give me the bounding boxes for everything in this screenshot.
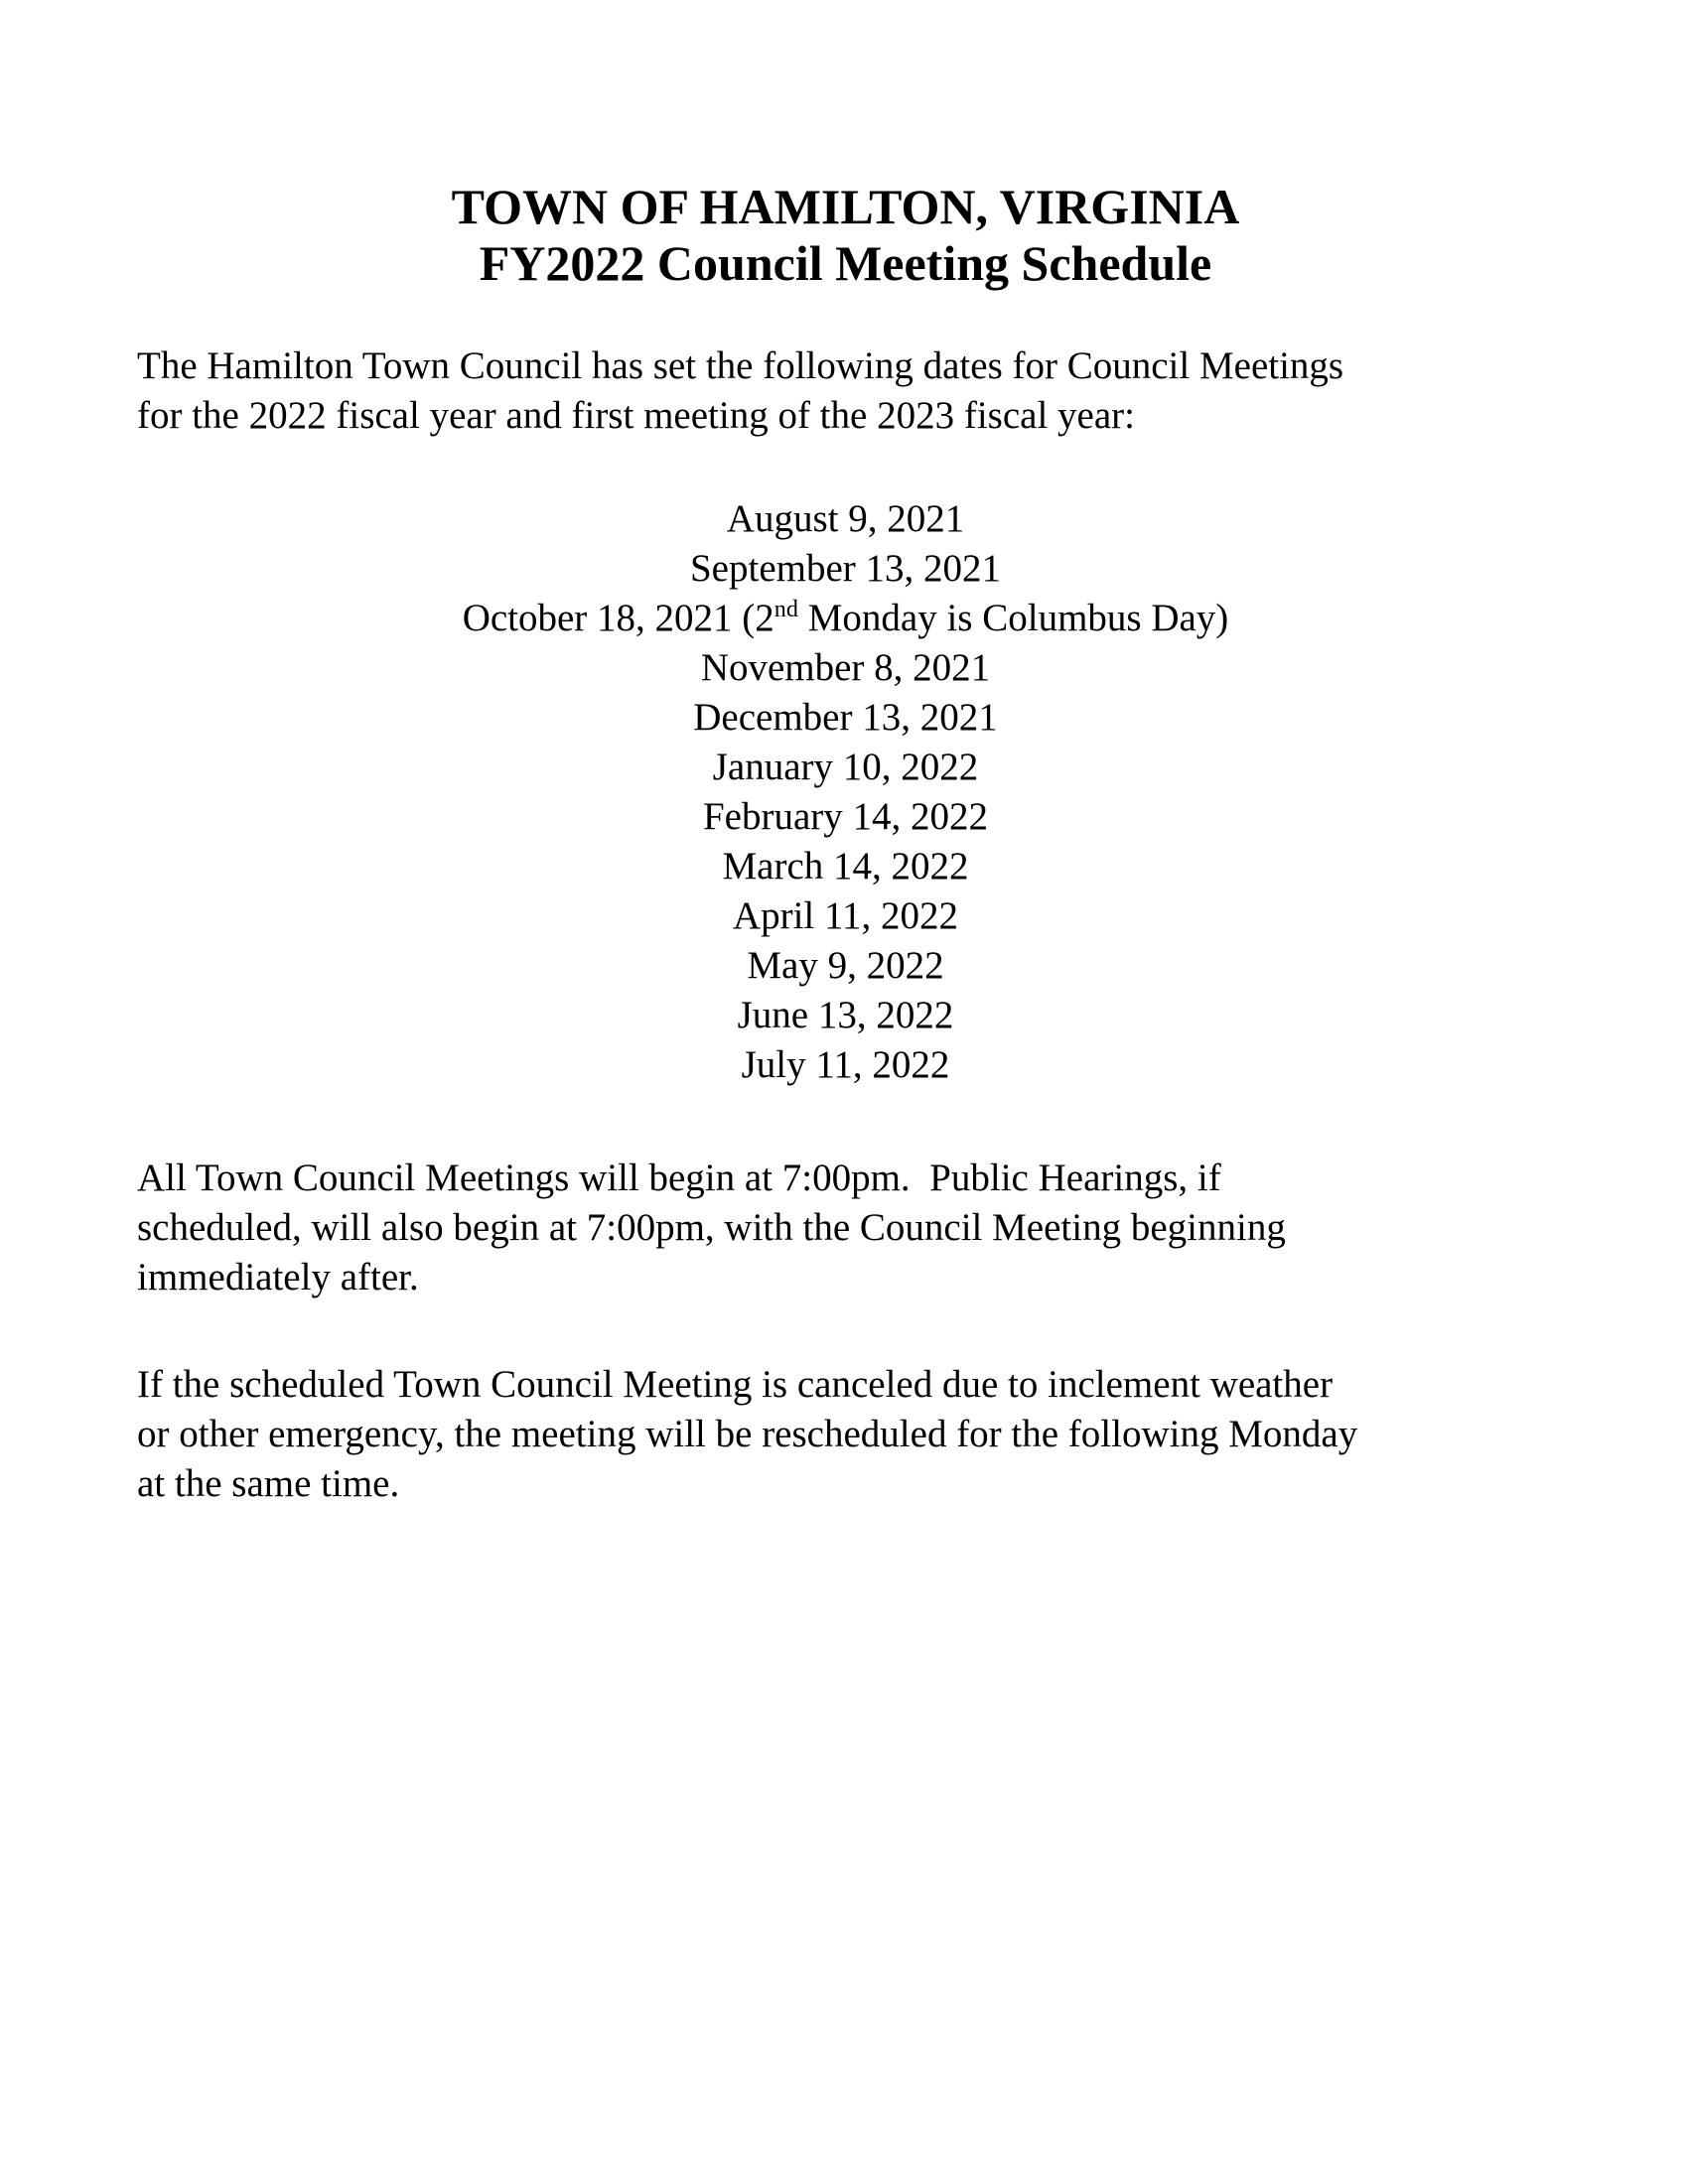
date-line: March 14, 2022	[722, 845, 969, 887]
times-line: immediately after.	[137, 1256, 419, 1298]
date-line: November 8, 2021	[700, 646, 991, 689]
meeting-dates-list	[137, 494, 1554, 1090]
date-line: January 10, 2022	[712, 746, 979, 788]
weather-line: If the scheduled Town Council Meeting is canceled due to inclement weather	[137, 1363, 1334, 1406]
date-line: December 13, 2021	[693, 696, 998, 739]
date-line: September 13, 2021	[689, 547, 1002, 590]
weather-line: or other emergency, the meeting will be rescheduled for the following Monday	[137, 1413, 1358, 1455]
meeting-times-paragraph	[137, 1154, 1554, 1302]
date-text-post: Monday is Columbus Day)	[797, 597, 1229, 639]
title-line-1: TOWN OF HAMILTON, VIRGINIA	[451, 179, 1240, 234]
times-line: All Town Council Meetings will begin at 7:00pm. Public Hearings, if	[137, 1157, 1221, 1199]
date-line-columbus-day	[137, 594, 1554, 643]
title-line-2: FY2022 Council Meeting Schedule	[479, 235, 1212, 291]
date-line: February 14, 2022	[702, 795, 989, 838]
date-line: April 11, 2022	[732, 894, 959, 937]
date-text-pre: October 18, 2021 (2	[462, 597, 774, 639]
intro-paragraph	[137, 341, 1554, 441]
inclement-weather-paragraph	[137, 1360, 1554, 1509]
weather-line: at the same time.	[137, 1462, 400, 1505]
intro-line: The Hamilton Town Council has set the following dates for Council Meetings	[137, 344, 1344, 387]
document-title	[137, 179, 1554, 292]
intro-line: for the 2022 fiscal year and first meeting of the 2023 fiscal year:	[137, 394, 1135, 437]
date-line: June 13, 2022	[737, 994, 954, 1036]
date-line: May 9, 2022	[747, 944, 944, 987]
times-line: scheduled, will also begin at 7:00pm, with the Council Meeting beginning	[137, 1206, 1286, 1249]
date-line: July 11, 2022	[741, 1043, 950, 1086]
ordinal-superscript: nd	[774, 596, 798, 622]
date-line: August 9, 2021	[726, 497, 965, 540]
